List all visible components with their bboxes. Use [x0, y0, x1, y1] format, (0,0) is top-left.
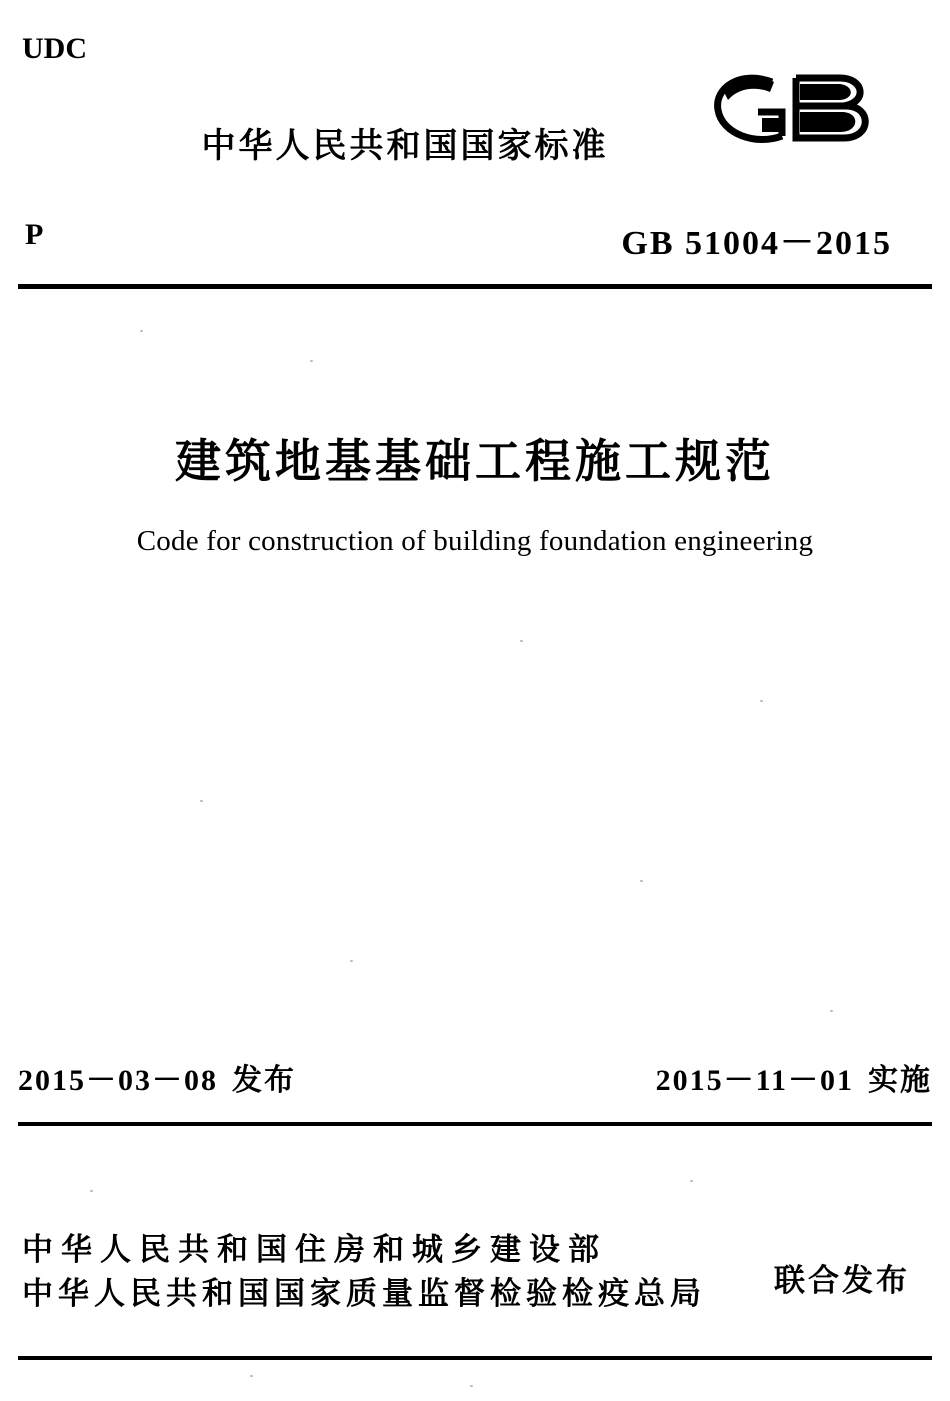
issue-date-group — [18, 1055, 296, 1099]
issue-date: 2015－03－08 — [18, 1064, 218, 1097]
issuer-line: 中华人民共和国国家质量监督检验检疫总局 — [22, 1276, 706, 1312]
joint-issue-label: 联合发布 — [774, 1263, 910, 1299]
divider-bottom — [18, 1356, 932, 1360]
effective-label: 实施 — [868, 1063, 932, 1098]
divider-middle — [18, 1122, 932, 1126]
udc-label: UDC — [22, 32, 87, 65]
effective-date: 2015－11－01 — [655, 1064, 854, 1097]
issuer-list — [22, 1228, 752, 1316]
date-row — [18, 1055, 932, 1099]
divider-top — [18, 284, 932, 289]
gb-logo-icon — [700, 62, 890, 157]
issue-label: 发布 — [232, 1063, 296, 1098]
issuer-line: 中华人民共和国住房和城乡建设部 — [22, 1232, 607, 1268]
document-title-english: Code for construction of building foundation engineering — [136, 525, 814, 557]
classification-letter: P — [25, 218, 44, 251]
national-standard-heading: 中华人民共和国国家标准 — [201, 126, 609, 166]
document-title-chinese: 建筑地基基础工程施工规范 — [175, 434, 775, 488]
standard-number: GB 51004－2015 — [621, 225, 892, 262]
effective-date-group — [656, 1055, 932, 1099]
